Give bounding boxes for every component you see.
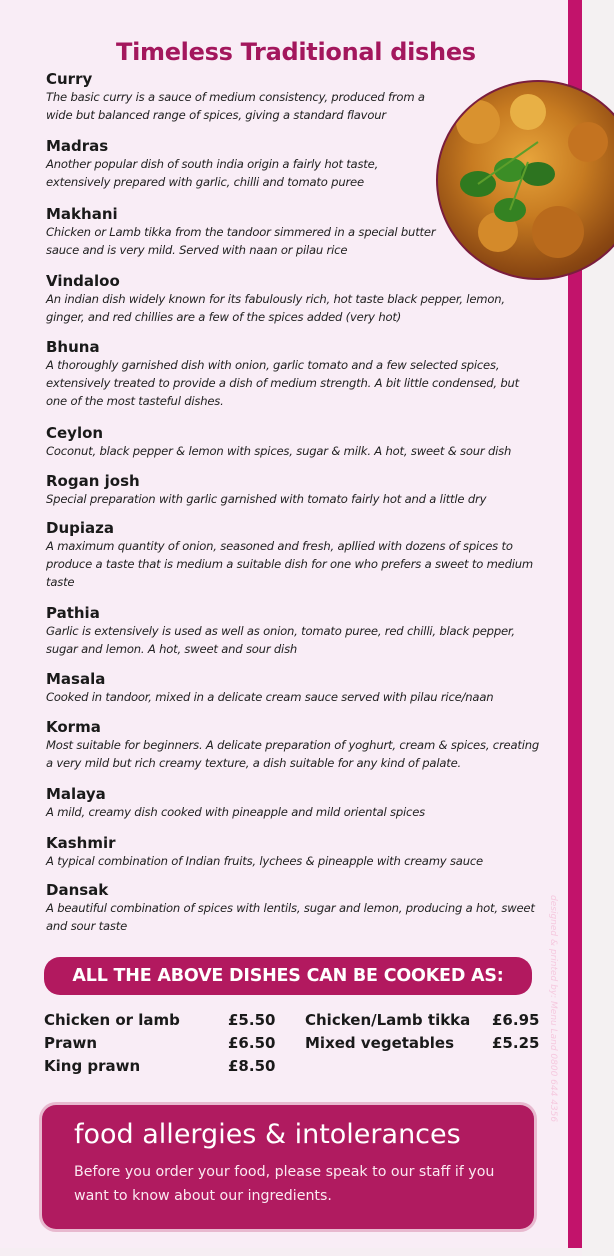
price-chicken-or-lamb: £5.50 [228, 1011, 276, 1029]
dish-description: The basic curry is a sauce of medium consistency, produced from a wide but balanced range of spices, giving a standard flavour [46, 90, 425, 122]
dish-name: Masala [46, 670, 106, 688]
dish-name: Pathia [46, 604, 100, 622]
price-label-chicken-lamb-tikka: Chicken/Lamb tikka [305, 1011, 471, 1029]
price-chicken-lamb-tikka: £6.95 [492, 1011, 540, 1029]
dish-name: Kashmir [46, 834, 116, 852]
allergy-title: food allergies & intolerances [74, 1119, 461, 1150]
dish-dansak [46, 881, 541, 935]
dish-description: Chicken or Lamb tikka from the tandoor simmered in a special butter sauce and is very mild. Served with naan or pilau rice [46, 225, 436, 257]
dish-description: Garlic is extensively is used as well as onion, tomato puree, red chilli, black pepper, sugar and lemon. A hot, sweet and sour dish [46, 624, 515, 656]
dish-kashmir [46, 834, 541, 870]
dish-curry [46, 70, 541, 124]
dish-description: Special preparation with garlic garnished with tomato fairly hot and a little dry [46, 492, 487, 506]
dish-name: Malaya [46, 785, 106, 803]
dish-name: Vindaloo [46, 272, 120, 290]
dish-rogan-josh [46, 472, 541, 508]
dish-description: A thoroughly garnished dish with onion, garlic tomato and a few selected spices, extensively treated to provide a dish of medium strength. A bit little condensed, but one of the most tasteful dishes. [46, 358, 520, 408]
dish-description: A mild, creamy dish cooked with pineapple and mild oriental spices [46, 805, 425, 819]
dish-pathia [46, 604, 541, 658]
price-label-chicken-or-lamb: Chicken or lamb [44, 1011, 180, 1029]
dish-description: A maximum quantity of onion, seasoned and fresh, apllied with dozens of spices to produce a taste that is medium a suitable dish for one who prefers a sweet to medium taste [46, 539, 534, 589]
dish-malaya [46, 785, 541, 821]
dish-name: Curry [46, 70, 93, 88]
dish-description: Another popular dish of south india origin a fairly hot taste, extensively prepared with garlic, chilli and tomato puree [46, 157, 379, 189]
dish-masala [46, 670, 541, 706]
cooked-as-banner: ALL THE ABOVE DISHES CAN BE COOKED AS: [44, 957, 532, 995]
allergy-notice [42, 1105, 534, 1229]
dish-dupiaza [46, 519, 541, 591]
printer-credit: designed & printed by: Menu Land 0800 644 4356 [548, 895, 558, 1123]
dish-name: Madras [46, 137, 109, 155]
price-prawn: £6.50 [228, 1034, 276, 1052]
dish-bhuna [46, 338, 541, 410]
price-label-king-prawn: King prawn [44, 1057, 141, 1075]
page-title: Timeless Traditional dishes [116, 38, 476, 66]
dish-madras [46, 137, 541, 191]
price-label-prawn: Prawn [44, 1034, 98, 1052]
dish-name: Dansak [46, 881, 109, 899]
dish-description: A beautiful combination of spices with lentils, sugar and lemon, producing a hot, sweet and sour taste [46, 901, 535, 933]
dish-makhani [46, 205, 541, 259]
price-mixed-vegetables: £5.25 [492, 1034, 540, 1052]
dish-name: Korma [46, 718, 101, 736]
dish-vindaloo [46, 272, 541, 326]
dish-description: Most suitable for beginners. A delicate preparation of yoghurt, cream & spices, creating a very mild but rich creamy texture, a dish suitable for any kind of palate. [46, 738, 540, 770]
dish-name: Rogan josh [46, 472, 140, 490]
dish-description: Coconut, black pepper & lemon with spices, sugar & milk. A hot, sweet & sour dish [46, 444, 512, 458]
dish-description: A typical combination of Indian fruits, lychees & pineapple with creamy sauce [46, 854, 483, 868]
dish-korma [46, 718, 541, 772]
dish-name: Makhani [46, 205, 118, 223]
dish-description: An indian dish widely known for its fabulously rich, hot taste black pepper, lemon, ginger, and red chillies are a few of the spices added (very hot) [46, 292, 505, 324]
dish-name: Bhuna [46, 338, 100, 356]
dish-name: Dupiaza [46, 519, 114, 537]
dish-name: Ceylon [46, 424, 104, 442]
dish-ceylon [46, 424, 541, 460]
price-label-mixed-vegetables: Mixed vegetables [305, 1034, 455, 1052]
price-king-prawn: £8.50 [228, 1057, 276, 1075]
allergy-body: Before you order your food, please speak to our staff if you want to know about our ingredients. [74, 1164, 495, 1204]
dish-description: Cooked in tandoor, mixed in a delicate cream sauce served with pilau rice/naan [46, 690, 494, 704]
